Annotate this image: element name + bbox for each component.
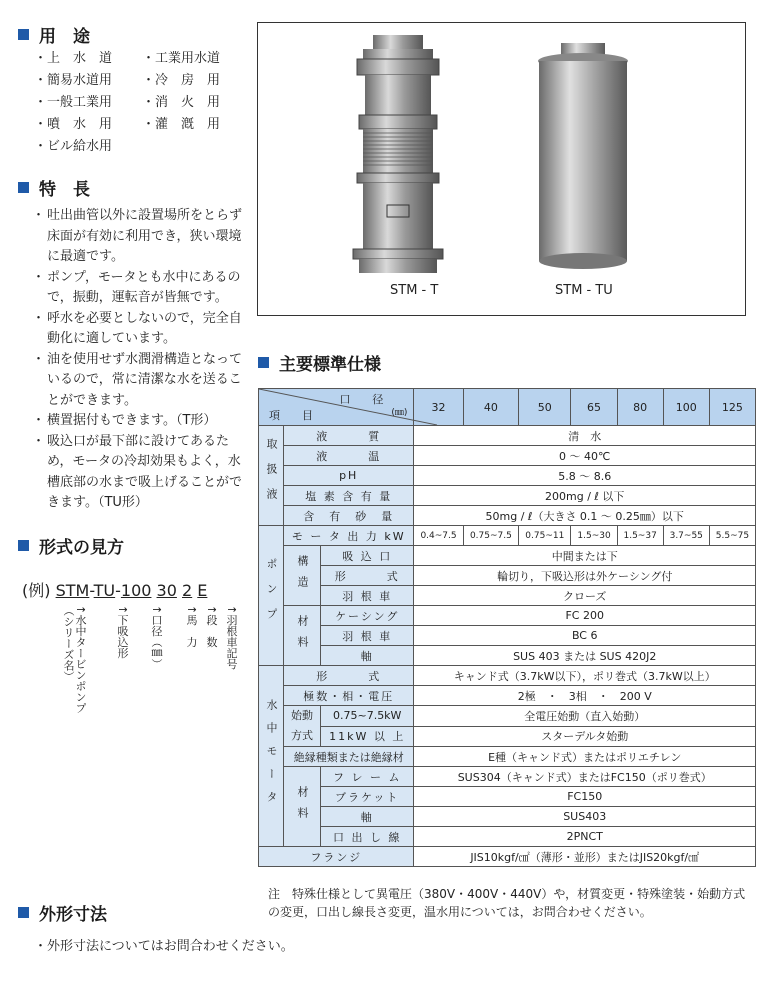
row-value: スターデルタ始動 — [414, 726, 756, 747]
table-row — [259, 446, 756, 466]
row-value: 全電圧始動（直入始動） — [414, 706, 756, 727]
model-note: ↑口径（㎜） — [150, 605, 163, 670]
row-label: ケーシング — [321, 606, 414, 626]
row-label: 11kW 以 上 — [321, 726, 414, 747]
model-part: E — [197, 581, 208, 600]
table-row — [259, 506, 756, 526]
row-value: 1.5~37 — [617, 526, 663, 546]
row-value: 2PNCT — [414, 827, 756, 847]
row-value: クローズ — [414, 586, 756, 606]
table-row — [259, 566, 756, 586]
row-label: 0.75~7.5kW — [321, 706, 414, 727]
row-label: ブラケット — [321, 787, 414, 807]
row-value: SUS 403 または SUS 420J2 — [414, 646, 756, 666]
row-label: モ ー タ 出 力 kW — [284, 526, 414, 546]
row-label: 極数・相・電圧 — [284, 686, 414, 706]
list-item: ・ 横置据付もできます。（T形） — [34, 411, 249, 432]
list-item: ・ 簡易水道用 — [34, 70, 112, 92]
table-row — [259, 486, 756, 506]
row-value: 5.5~75 — [709, 526, 755, 546]
row-value: キャンド式（3.7kW以下），ポリ巻式（3.7kW以上） — [414, 666, 756, 686]
row-label: 塩 素 含 有 量 — [284, 486, 414, 506]
uses-left-column — [34, 48, 112, 158]
section-model-heading — [18, 533, 124, 558]
list-item: ・ 冷 房 用 — [142, 70, 220, 92]
row-value: 0 ～ 40℃ — [414, 446, 756, 466]
list-item: ・ 灌 漑 用 — [142, 114, 220, 136]
size-header: 40 — [463, 389, 518, 426]
model-separator: - — [115, 581, 121, 600]
row-value: 5.8 ～ 8.6 — [414, 466, 756, 486]
row-value: FC150 — [414, 787, 756, 807]
row-label: pH — [284, 466, 414, 486]
section-dims-heading — [18, 900, 107, 925]
model-prefix: (例) — [22, 581, 51, 600]
group-label-motor: 水中モータ — [259, 666, 284, 847]
spec-table — [258, 388, 756, 867]
list-item: ・ 工業用水道 — [142, 48, 220, 70]
model-separator: - — [89, 581, 94, 600]
list-item: ・ 消 火 用 — [142, 92, 220, 114]
photo-caption-right: STM - TU — [555, 283, 613, 298]
size-header: 32 — [414, 389, 463, 426]
pump-stm-tu-illustration — [533, 41, 633, 283]
table-row — [259, 389, 756, 426]
list-item: ・ 吸込口が最下部に設けてあるため，モータの冷却効果もよく，水槽底部の水まで吸上げることができます。（TU形） — [34, 432, 249, 514]
row-label: 液 温 — [284, 446, 414, 466]
header-item: 項 目 — [269, 409, 313, 422]
section-uses-heading — [18, 22, 90, 47]
row-value: 清 水 — [414, 426, 756, 446]
row-value: E種（キャンド式）またはポリエチレン — [414, 747, 756, 767]
model-part: 30 — [156, 581, 177, 600]
subgroup-label-structure: 構造 — [284, 546, 321, 606]
table-row — [259, 767, 756, 787]
row-label: 軸 — [321, 807, 414, 827]
row-value: 中間または下 — [414, 546, 756, 566]
model-part: 2 — [182, 581, 193, 600]
table-row — [259, 787, 756, 807]
dims-text: ・外形寸法についてはお問合わせください。 — [34, 939, 294, 954]
size-header: 80 — [617, 389, 663, 426]
row-label: 形 式 — [284, 666, 414, 686]
list-item: ・ 吐出曲管以外に設置場所をとらず床面が有効に利用でき，狭い環境に最適です。 — [34, 206, 249, 268]
group-label-pump: ポンプ — [259, 526, 284, 666]
table-row — [259, 747, 756, 767]
row-value: 50mg / ℓ（大きさ 0.1 ～ 0.25㎜）以下 — [414, 506, 756, 526]
row-value: 輪切り，下吸込形は外ケーシング付 — [414, 566, 756, 586]
section-marker-icon — [18, 540, 29, 551]
model-part: STM — [55, 581, 90, 600]
size-header: 125 — [709, 389, 755, 426]
size-header: 50 — [519, 389, 571, 426]
size-header: 100 — [663, 389, 709, 426]
row-value: 0.75~7.5 — [463, 526, 518, 546]
table-row — [259, 426, 756, 446]
photo-caption-left: STM - T — [390, 283, 439, 298]
heading-text: 用 途 — [39, 27, 90, 47]
table-row — [259, 706, 756, 727]
list-item: ・ 噴 水 用 — [34, 114, 112, 136]
row-label: 口 出 し 線 — [321, 827, 414, 847]
row-label: フ レ ー ム — [321, 767, 414, 787]
section-marker-icon — [18, 907, 29, 918]
subgroup-label-start: 始動方式 — [284, 706, 321, 747]
row-value: 3.7~55 — [663, 526, 709, 546]
row-value: 200mg / ℓ 以下 — [414, 486, 756, 506]
heading-text: 主要標準仕様 — [279, 355, 381, 375]
table-row — [259, 807, 756, 827]
table-row — [259, 686, 756, 706]
subgroup-label-motor-material: 材料 — [284, 767, 321, 847]
heading-text: 外形寸法 — [39, 905, 107, 925]
row-value: 2極 ・ 3相 ・ 200 V — [414, 686, 756, 706]
row-value: SUS403 — [414, 807, 756, 827]
table-row — [259, 546, 756, 566]
table-row — [259, 646, 756, 666]
pump-stm-t-illustration — [343, 33, 453, 283]
list-item: ・ ポンプ，モータとも水中にあるので，振動，運転音が皆無です。 — [34, 268, 249, 309]
uses-right-column — [142, 48, 220, 136]
table-row — [259, 726, 756, 747]
model-note: ↑水中タービンポンプ（シリーズ名） — [62, 605, 87, 714]
table-row — [259, 847, 756, 867]
list-item: ・ 呼水を必要としないので，完全自動化に適しています。 — [34, 309, 249, 350]
row-value: BC 6 — [414, 626, 756, 646]
row-label: 吸 込 口 — [321, 546, 414, 566]
heading-text: 形式の見方 — [39, 538, 124, 558]
model-part: 100 — [120, 581, 152, 600]
list-item: ・ ビル給水用 — [34, 136, 112, 158]
row-value: SUS304（キャンド式）またはFC150（ポリ巻式） — [414, 767, 756, 787]
row-label: 軸 — [321, 646, 414, 666]
row-label: 液 質 — [284, 426, 414, 446]
model-part: TU — [93, 581, 116, 600]
subgroup-label-material: 材料 — [284, 606, 321, 666]
table-corner-header — [259, 389, 414, 426]
list-item: ・ 上 水 道 — [34, 48, 112, 70]
row-value: 0.4~7.5 — [414, 526, 463, 546]
product-photo-frame — [257, 22, 746, 316]
row-value: JIS10kgf/㎠（薄形・並形）またはJIS20kgf/㎠ — [414, 847, 756, 867]
model-note: ↑下吸込形 — [116, 605, 129, 659]
row-label: 羽 根 車 — [321, 626, 414, 646]
row-label: フランジ — [259, 847, 414, 867]
model-note: ↑馬 力 — [185, 605, 198, 648]
row-label: 絶縁種類または絶縁材 — [284, 747, 414, 767]
row-value: 1.5~30 — [571, 526, 617, 546]
row-value: 0.75~11 — [519, 526, 571, 546]
features-list — [34, 206, 249, 514]
model-note: ↑羽根車記号 — [225, 605, 238, 670]
section-marker-icon — [18, 182, 29, 193]
model-example — [22, 578, 207, 601]
table-row — [259, 827, 756, 847]
list-item: ・ 一般工業用 — [34, 92, 112, 114]
row-label: 含 有 砂 量 — [284, 506, 414, 526]
list-item: ・ 油を使用せず水潤滑構造となっているので，常に清潔な水を送ることができます。 — [34, 350, 249, 412]
table-row — [259, 666, 756, 686]
footnote: 注 特殊仕様として異電圧（380V・400V・440V）や，材質変更・特殊塗装・始動方式の変更，口出し線長さ変更，温水用については，お問合わせください。 — [268, 887, 746, 919]
section-features-heading — [18, 175, 90, 200]
model-note: ↑段 数 — [205, 605, 218, 648]
table-row — [259, 606, 756, 626]
section-marker-icon — [18, 29, 29, 40]
group-label-liquid: 取扱液 — [259, 426, 284, 526]
row-label: 羽 根 車 — [321, 586, 414, 606]
section-specs-heading — [258, 350, 381, 375]
row-value: FC 200 — [414, 606, 756, 626]
table-row — [259, 586, 756, 606]
header-unit: (㎜) — [391, 408, 408, 418]
dims-text-content: 外形寸法についてはお問合わせください。 — [47, 939, 294, 954]
table-row — [259, 626, 756, 646]
row-label: 形 式 — [321, 566, 414, 586]
table-row — [259, 526, 756, 546]
table-row — [259, 466, 756, 486]
heading-text: 特 長 — [39, 180, 90, 200]
section-marker-icon — [258, 357, 269, 368]
size-header: 65 — [571, 389, 617, 426]
header-bore: 口 径 — [339, 393, 384, 406]
